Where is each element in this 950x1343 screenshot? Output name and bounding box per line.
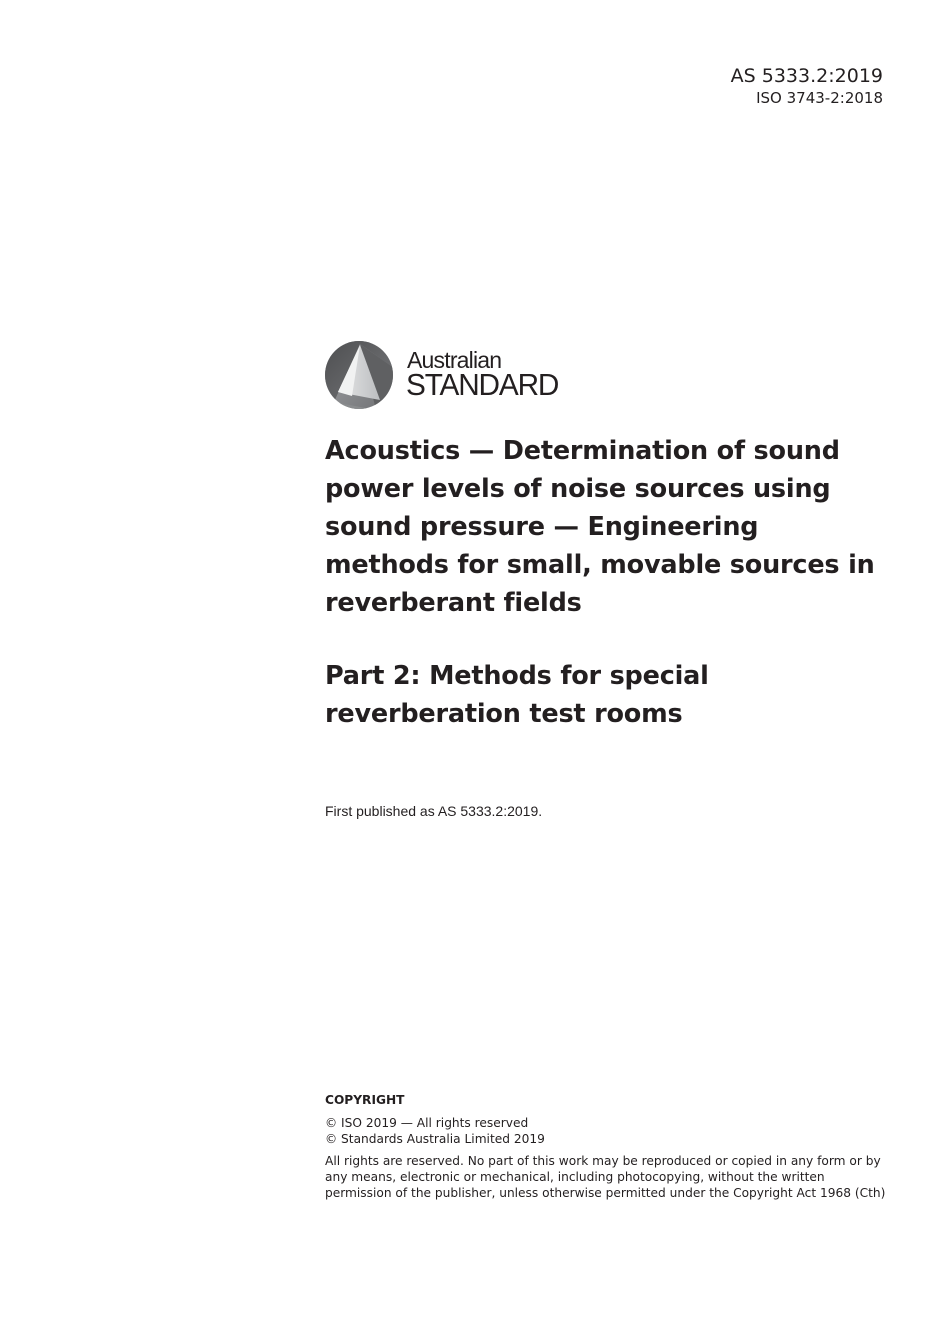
document-identifiers xyxy=(731,64,883,108)
copyright-heading: COPYRIGHT xyxy=(325,1093,405,1107)
first-published-note: First published as AS 5333.2:2019. xyxy=(325,803,543,819)
copyright-sa-line: © Standards Australia Limited 2019 xyxy=(325,1132,545,1146)
logo-word-standard: STANDARD xyxy=(406,367,559,402)
part-title: Part 2: Methods for special reverberation test rooms xyxy=(325,661,709,729)
iso-number: ISO 3743-2:2018 xyxy=(756,89,883,107)
copyright-iso-line: © ISO 2019 — All rights reserved xyxy=(325,1116,529,1130)
document-title: Acoustics — Determination of sound power levels of noise sources using sound pressure — Engineering methods for small, movable sources in reverberant fields xyxy=(325,436,875,618)
logo-word-australian: Australian xyxy=(407,347,502,373)
copyright-section xyxy=(325,1092,895,1201)
australian-standard-logo xyxy=(324,340,584,410)
standard-number: AS 5333.2:2019 xyxy=(730,65,883,87)
rights-reserved-text: All rights are reserved. No part of this work may be reproduced or copied in any form or by any means, electronic or mechanical, including photocopying, without the written permission of the publisher, unless otherwise permitted under the Copyright Act 1968 (Cth) xyxy=(325,1154,886,1200)
australian-standard-triangle-icon xyxy=(324,340,394,410)
